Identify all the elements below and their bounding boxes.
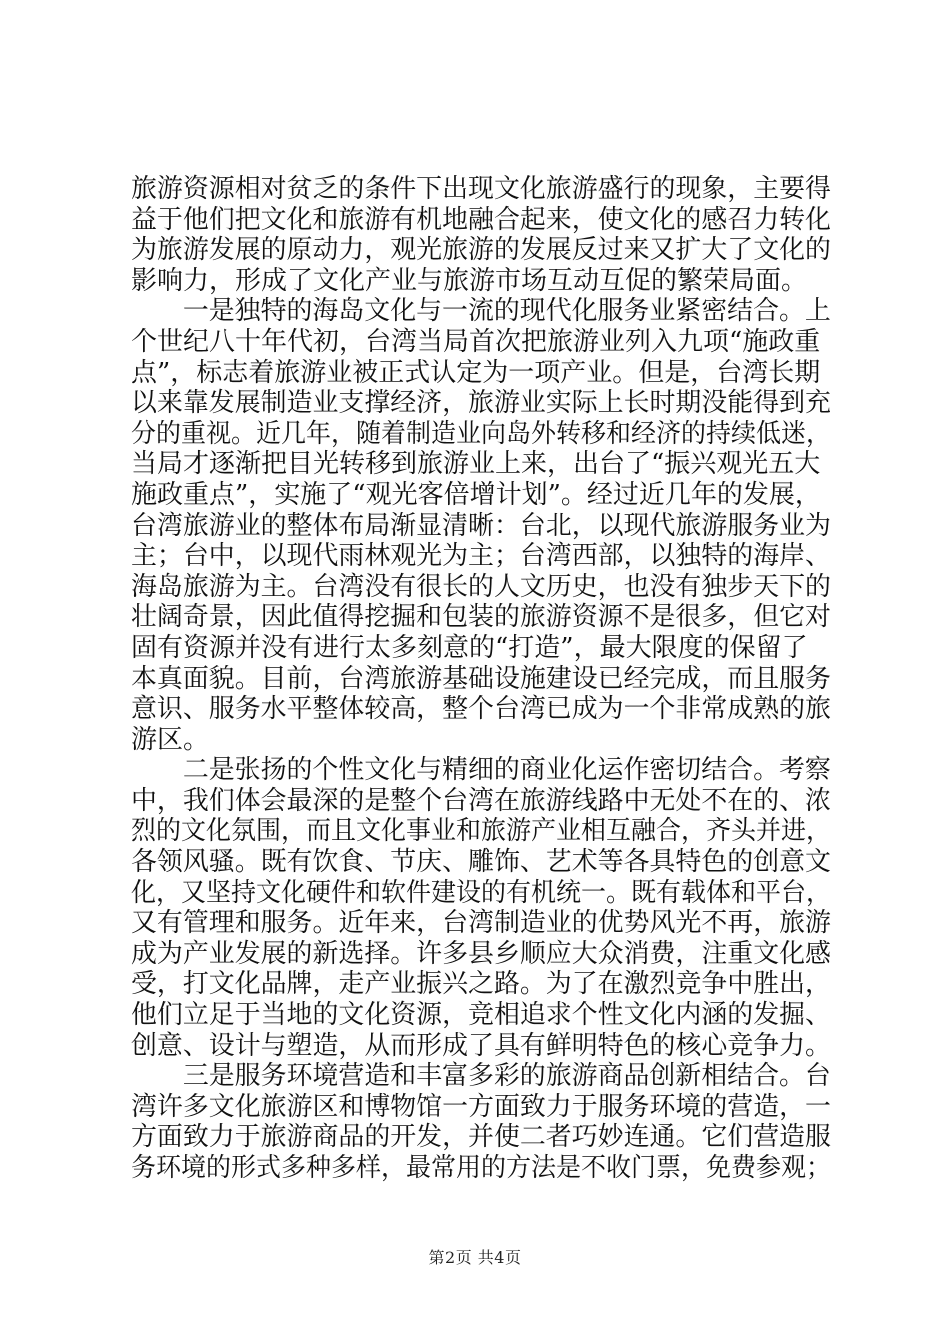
text-line: 影响力，形成了文化产业与旅游市场互动互促的繁荣局面。 xyxy=(131,265,808,296)
text-line: 点”，标志着旅游业被正式认定为一项产业。但是，台湾长期 xyxy=(131,357,821,388)
paragraph xyxy=(131,1061,831,1183)
text-line: 各领风骚。既有饮食、节庆、雕饰、艺术等各具特色的创意文 xyxy=(131,847,831,878)
document-body xyxy=(131,174,831,1184)
text-line: 海岛旅游为主。台湾没有很长的人文历史，也没有独步天下的 xyxy=(131,571,831,602)
text-line: 成为产业发展的新选择。许多县乡顺应大众消费，注重文化感 xyxy=(131,938,831,969)
text-line: 固有资源并没有进行太多刻意的“打造”，最大限度的保留了 xyxy=(131,632,808,663)
text-line: 以来靠发展制造业支撑经济，旅游业实际上长时期没能得到充 xyxy=(131,388,831,419)
text-line: 旅游资源相对贫乏的条件下出现文化旅游盛行的现象，主要得 xyxy=(131,174,831,204)
text-line: 主；台中，以现代雨林观光为主；台湾西部，以独特的海岸、 xyxy=(131,541,831,572)
text-line: 施政重点”，实施了“观光客倍增计划”。经过近几年的发展， xyxy=(131,479,821,510)
text-line: 二是张扬的个性文化与精细的商业化运作密切结合。考察 xyxy=(182,755,831,786)
paragraph xyxy=(131,755,831,1061)
text-line: 益于他们把文化和旅游有机地融合起来，使文化的感召力转化 xyxy=(131,204,831,235)
text-line: 化，又坚持文化硬件和软件建设的有机统一。既有载体和平台， xyxy=(131,877,831,908)
text-line: 个世纪八十年代初，台湾当局首次把旅游业列入九项“施政重 xyxy=(131,326,821,357)
paragraph xyxy=(131,296,831,755)
text-line: 中，我们体会最深的是整个台湾在旅游线路中无处不在的、浓 xyxy=(131,785,831,816)
text-line: 壮阔奇景，因此值得挖掘和包装的旅游资源不是很多，但它对 xyxy=(131,602,831,633)
text-line: 创意、设计与塑造，从而形成了具有鲜明特色的核心竞争力。 xyxy=(131,1030,831,1061)
text-line: 方面致力于旅游商品的开发，并使二者巧妙连通。它们营造服 xyxy=(131,1122,831,1153)
text-line: 烈的文化氛围，而且文化事业和旅游产业相互融合，齐头并进， xyxy=(131,816,831,847)
text-line: 分的重视。近几年，随着制造业向岛外转移和经济的持续低迷， xyxy=(131,418,831,449)
text-line: 本真面貌。目前，台湾旅游基础设施建设已经完成，而且服务 xyxy=(131,663,831,694)
text-line: 台湾旅游业的整体布局渐显清晰：台北，以现代旅游服务业为 xyxy=(131,510,831,541)
text-line: 湾许多文化旅游区和博物馆一方面致力于服务环境的营造，一 xyxy=(131,1091,831,1122)
paragraph xyxy=(131,174,831,296)
text-line: 为旅游发展的原动力，观光旅游的发展反过来又扩大了文化的 xyxy=(131,235,831,266)
page-footer: 第2页 共4页 xyxy=(428,1248,522,1267)
text-line: 他们立足于当地的文化资源，竞相追求个性文化内涵的发掘、 xyxy=(131,1000,831,1031)
text-line: 意识、服务水平整体较高，整个台湾已成为一个非常成熟的旅 xyxy=(131,694,831,725)
text-line: 受，打文化品牌，走产业振兴之路。为了在激烈竞争中胜出， xyxy=(131,969,831,1000)
text-line: 务环境的形式多种多样，最常用的方法是不收门票，免费参观； xyxy=(131,1153,831,1183)
text-line: 当局才逐渐把目光转移到旅游业上来，出台了“振兴观光五大 xyxy=(131,449,821,480)
text-line: 一是独特的海岛文化与一流的现代化服务业紧密结合。上 xyxy=(182,296,831,327)
text-line: 三是服务环境营造和丰富多彩的旅游商品创新相结合。台 xyxy=(182,1061,831,1092)
text-line: 又有管理和服务。近年来，台湾制造业的优势风光不再，旅游 xyxy=(131,908,831,939)
text-line: 游区。 xyxy=(131,724,210,755)
